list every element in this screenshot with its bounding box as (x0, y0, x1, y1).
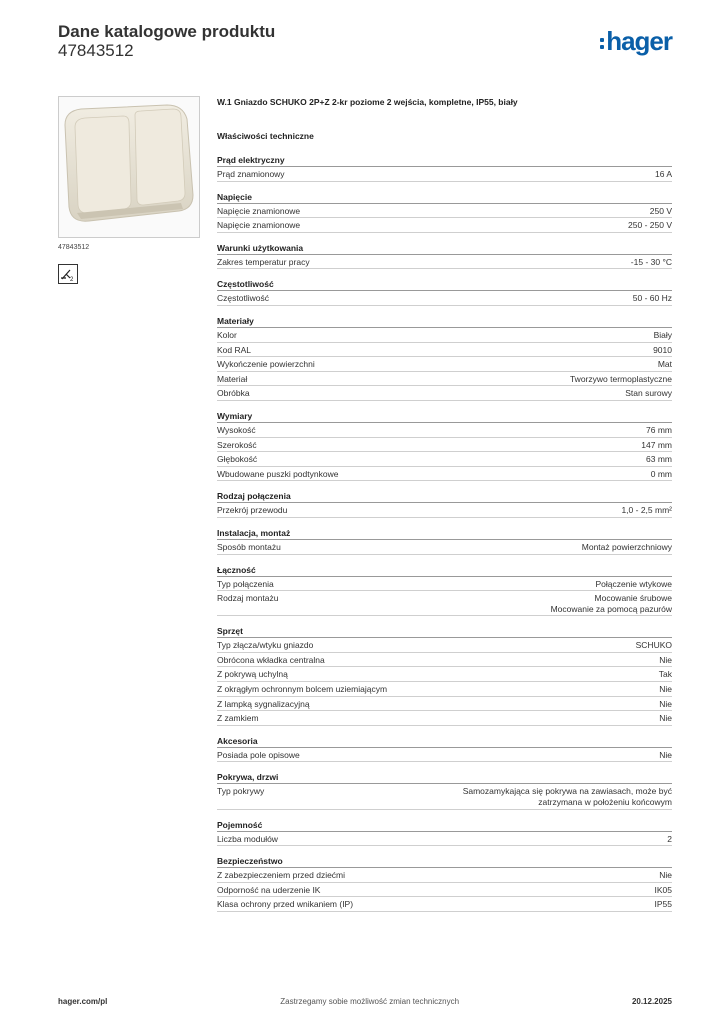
socket-image-icon (59, 97, 199, 237)
spec-row (217, 682, 672, 697)
spec-label: Napięcie znamionowe (217, 205, 301, 216)
spec-value: 50 - 60 Hz (632, 293, 672, 304)
spec-value: 0 mm (650, 468, 672, 479)
spec-row (217, 748, 672, 763)
spec-section (217, 243, 672, 270)
spec-label: Obróbka (217, 388, 250, 399)
spec-label: Typ pokrywy (217, 786, 265, 797)
spec-label: Głębokość (217, 454, 258, 465)
logo-dots-icon (600, 38, 604, 49)
spec-label: Typ złącza/wtyku gniazdo (217, 640, 314, 651)
section-title: Warunki użytkowania (217, 243, 672, 255)
spec-value: Mocowanie śrubowe Mocowanie za pomocą pazurów (550, 593, 672, 614)
spec-label: Przekrój przewodu (217, 505, 288, 516)
spec-section (217, 155, 672, 182)
spec-value: 2 (667, 833, 672, 844)
product-name: W.1 Gniazdo SCHUKO 2P+Z 2-kr poziome 2 wejścia, kompletne, IP55, biały (217, 97, 518, 107)
spec-row (217, 372, 672, 387)
svg-text:2: 2 (70, 277, 74, 283)
spec-label: Z zamkiem (217, 713, 259, 724)
spec-label: Typ połączenia (217, 578, 274, 589)
section-title: Częstotliwość (217, 279, 672, 291)
spec-section (217, 192, 672, 233)
spec-row (217, 784, 672, 809)
spec-row (217, 255, 672, 270)
spec-value: 1,0 - 2,5 mm² (621, 505, 672, 516)
spec-section (217, 856, 672, 912)
spec-row (217, 897, 672, 912)
spec-section (217, 565, 672, 617)
properties-heading: Właściwości techniczne (217, 131, 314, 141)
section-title: Bezpieczeństwo (217, 856, 672, 868)
document-title: Dane katalogowe produktu (58, 22, 276, 41)
product-image (58, 96, 200, 238)
footer-website: hager.com/pl (58, 997, 108, 1006)
spec-label: Odporność na uderzenie IK (217, 884, 321, 895)
page-footer (58, 997, 672, 1006)
spec-value: Tworzywo termoplastyczne (569, 373, 672, 384)
spec-value: Mat (657, 359, 672, 370)
spec-label: Prąd znamionowy (217, 169, 285, 179)
spec-row (217, 386, 672, 401)
spec-value: Stan surowy (625, 388, 672, 399)
spec-label: Napięcie znamionowe (217, 220, 301, 231)
spec-label: Wykończenie powierzchni (217, 359, 315, 370)
spec-row (217, 291, 672, 306)
spec-section (217, 772, 672, 809)
spec-row (217, 577, 672, 592)
spec-section (217, 411, 672, 481)
spec-value: IP55 (654, 899, 672, 910)
logo-text: hager (606, 26, 672, 56)
spec-value: Nie (659, 698, 672, 709)
spec-value: Biały (653, 329, 672, 340)
spec-row (217, 540, 672, 555)
spec-label: Z pokrywą uchylną (217, 669, 288, 680)
spec-label: Kolor (217, 329, 237, 340)
spec-label: Zakres temperatur pracy (217, 256, 310, 267)
spec-value: Nie (659, 749, 672, 760)
spec-row (217, 883, 672, 898)
spec-label: Kod RAL (217, 344, 252, 355)
section-title: Łączność (217, 565, 672, 577)
spec-row (217, 653, 672, 668)
spec-label: Obrócona wkładka centralna (217, 654, 325, 665)
spec-label: Szerokość (217, 439, 257, 450)
spec-row (217, 591, 672, 616)
product-code: 47843512 (58, 41, 134, 60)
spec-value: -15 - 30 °C (630, 256, 672, 267)
section-title: Sprzęt (217, 626, 672, 638)
spec-label: Rodzaj montażu (217, 593, 279, 604)
sections-container (217, 155, 672, 912)
spec-row (217, 218, 672, 233)
spec-value: Nie (659, 654, 672, 665)
spec-row (217, 343, 672, 358)
spec-label: Wbudowane puszki podtynkowe (217, 468, 339, 479)
spec-label: Materiał (217, 373, 248, 384)
spec-value: Tak (658, 669, 672, 680)
spec-value: Nie (659, 713, 672, 724)
spec-value: Samozamykająca się pokrywa na zawiasach, może być zatrzymana w położeniu końcowym (462, 786, 672, 808)
section-title: Instalacja, montaż (217, 528, 672, 540)
section-title: Wymiary (217, 411, 672, 423)
spec-value: IK05 (654, 884, 672, 895)
spec-row (217, 667, 672, 682)
spec-value: Nie (659, 684, 672, 695)
spec-value: 9010 (653, 344, 672, 355)
spec-label: Posiada pole opisowe (217, 749, 300, 760)
spec-row (217, 697, 672, 712)
spec-label: Z lampką sygnalizacyjną (217, 698, 310, 709)
spec-section (217, 316, 672, 401)
spec-row (217, 503, 672, 518)
spec-row (217, 832, 672, 847)
spec-row (217, 328, 672, 343)
spec-label: Częstotliwość (217, 293, 269, 304)
section-title: Napięcie (217, 192, 672, 204)
spec-label: Klasa ochrony przed wnikaniem (IP) (217, 899, 354, 910)
spec-label: Liczba modułów (217, 833, 278, 844)
spec-row (217, 204, 672, 219)
spec-label: Z zabezpieczeniem przed dziećmi (217, 870, 346, 881)
spec-label: Wysokość (217, 424, 256, 435)
spec-row (217, 423, 672, 438)
product-properties (217, 96, 672, 912)
spec-value: 250 - 250 V (628, 220, 672, 231)
spec-row (217, 357, 672, 372)
spec-row (217, 638, 672, 653)
spec-section (217, 736, 672, 763)
spec-section (217, 528, 672, 555)
spec-value: Montaż powierzchniowy (581, 541, 672, 552)
document-header (58, 22, 275, 60)
spec-row (217, 467, 672, 482)
section-title: Materiały (217, 316, 672, 328)
section-title: Rodzaj połączenia (217, 491, 672, 503)
spec-label: Sposób montażu (217, 541, 281, 552)
image-caption: 47843512 (58, 244, 90, 251)
spec-row (217, 438, 672, 453)
spec-value: 147 mm (641, 439, 672, 450)
footer-date: 20.12.2025 (631, 997, 672, 1006)
spec-value: 63 mm (646, 454, 672, 465)
spec-section (217, 279, 672, 306)
footer-disclaimer: Zastrzegamy sobie możliwość zmian technicznych (280, 997, 460, 1006)
spec-section (217, 820, 672, 847)
section-title: Prąd elektryczny (217, 155, 672, 167)
section-title: Akcesoria (217, 736, 672, 748)
spec-value: 76 mm (646, 424, 672, 435)
spec-section (217, 491, 672, 518)
spec-value: Połączenie wtykowe (595, 578, 672, 589)
spec-row (217, 452, 672, 467)
spec-row (217, 167, 672, 182)
surface-mount-icon (58, 264, 78, 284)
section-title: Pojemność (217, 820, 672, 832)
hager-logo (600, 28, 672, 54)
spec-value: 250 V (649, 205, 672, 216)
section-title: Pokrywa, drzwi (217, 772, 672, 784)
spec-section (217, 626, 672, 726)
spec-value: 16 A (654, 169, 672, 179)
spec-value: SCHUKO (635, 640, 672, 651)
spec-row (217, 868, 672, 883)
spec-label: Z okrągłym ochronnym bolcem uziemiającym (217, 684, 388, 695)
spec-row (217, 711, 672, 726)
spec-value: Nie (659, 870, 672, 881)
